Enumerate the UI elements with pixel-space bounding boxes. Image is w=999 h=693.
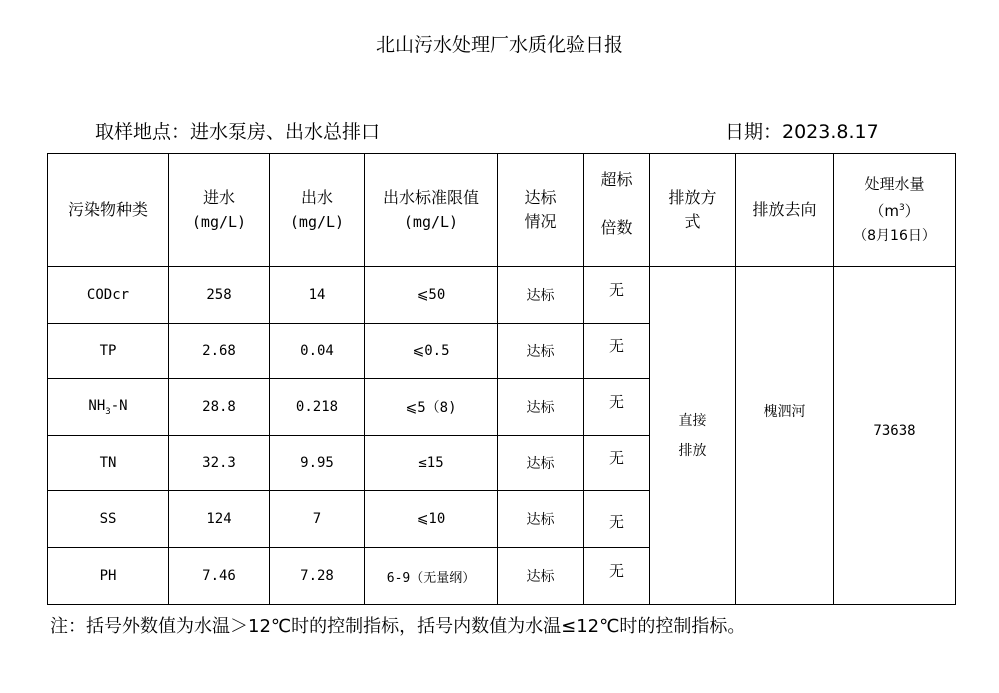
table-header-row [48, 154, 956, 267]
pollutant-cell: SS [48, 491, 169, 548]
discharge-direction-cell: 槐泗河 [736, 267, 834, 605]
effluent-cell: 7.28 [270, 548, 365, 605]
limit-cell: ≤15 [365, 436, 498, 491]
influent-cell: 258 [169, 267, 270, 324]
report-date: 日期：2023.8.17 [725, 121, 879, 143]
compliance-cell: 达标 [498, 324, 584, 379]
limit-cell: ⩽5（8) [365, 379, 498, 436]
header-pollutant: 污染物种类 [48, 154, 169, 267]
pollutant-cell: TP [48, 324, 169, 379]
compliance-cell: 达标 [498, 379, 584, 436]
water-quality-table [47, 153, 956, 605]
influent-cell: 2.68 [169, 324, 270, 379]
exceedance-cell: 无 [584, 324, 650, 379]
pollutant-cell: PH [48, 548, 169, 605]
effluent-cell: 0.218 [270, 379, 365, 436]
compliance-cell: 达标 [498, 436, 584, 491]
compliance-cell: 达标 [498, 548, 584, 605]
influent-cell: 28.8 [169, 379, 270, 436]
limit-cell: 6-9（无量纲） [365, 548, 498, 605]
exceedance-cell: 无 [584, 379, 650, 436]
exceedance-cell: 无 [584, 436, 650, 491]
sampling-location: 取样地点：进水泵房、出水总排口 [95, 121, 381, 143]
pollutant-cell: CODcr [48, 267, 169, 324]
compliance-cell: 达标 [498, 267, 584, 324]
limit-cell: ⩽50 [365, 267, 498, 324]
effluent-cell: 14 [270, 267, 365, 324]
report-title: 北山污水处理厂水质化验日报 [375, 34, 623, 56]
header-discharge-direction: 排放去向 [736, 154, 834, 267]
header-exceedance: 超标 倍数 [584, 154, 650, 267]
table-row [48, 267, 956, 324]
exceedance-cell: 无 [584, 548, 650, 605]
treated-volume-cell: 73638 [834, 267, 956, 605]
influent-cell: 32.3 [169, 436, 270, 491]
limit-cell: ⩽10 [365, 491, 498, 548]
compliance-cell: 达标 [498, 491, 584, 548]
influent-cell: 7.46 [169, 548, 270, 605]
discharge-method-cell: 直接 排放 [650, 267, 736, 605]
effluent-cell: 7 [270, 491, 365, 548]
limit-cell: ⩽0.5 [365, 324, 498, 379]
effluent-cell: 9.95 [270, 436, 365, 491]
header-influent: 进水 (mg/L) [169, 154, 270, 267]
header-discharge-method: 排放方 式 [650, 154, 736, 267]
header-treated-volume: 处理水量 $(m^3)$ （8月16日） [834, 154, 956, 267]
header-limit: 出水标准限值 (mg/L) [365, 154, 498, 267]
pollutant-cell: TN [48, 436, 169, 491]
pollutant-cell: $NH_3-N$ [48, 379, 169, 436]
exceedance-cell: 无 [584, 267, 650, 324]
exceedance-cell: 无 [584, 491, 650, 548]
header-compliance: 达标 情况 [498, 154, 584, 267]
effluent-cell: 0.04 [270, 324, 365, 379]
footnote: 注：括号外数值为水温＞12℃时的控制指标，括号内数值为水温≤12℃时的控制指标。 [50, 616, 746, 637]
influent-cell: 124 [169, 491, 270, 548]
header-effluent: 出水 (mg/L) [270, 154, 365, 267]
